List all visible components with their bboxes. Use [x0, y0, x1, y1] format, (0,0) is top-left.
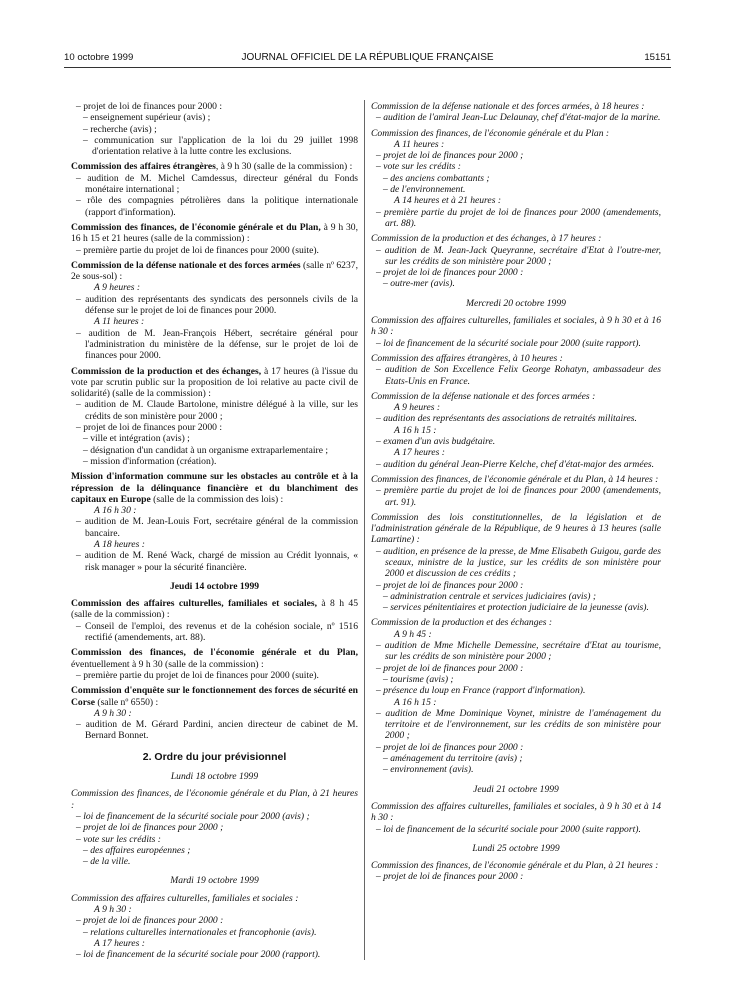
commission-heading: Commission de la défense nationale et des forces armées :: [371, 390, 596, 402]
time-label: A 9 heures :: [394, 402, 441, 414]
commission-heading: Commission des finances, de l'économie générale et du Plan :: [371, 127, 610, 139]
list-subitem: – de la ville.: [83, 856, 131, 868]
time-label: A 9 heures :: [94, 282, 141, 294]
page-number: 15151: [644, 52, 671, 63]
list-subitem: – enseignement supérieur (avis) ;: [83, 112, 211, 124]
list-item: – présence du loup en France (rapport d'information).: [376, 685, 586, 697]
list-item: – audition de M. Jean-Louis Fort, secrétaire général de la commission bancaire.: [76, 516, 358, 539]
commission-heading: Commission de la production et des échanges, à 17 heures (à l'issue du vote par scrutin public sur la proposition de loi relative au pacte civil de solidarité) (salle de la commission) :: [71, 365, 358, 400]
list-item: – audition de l'amiral Jean-Luc Delaunay, chef d'état-major de la marine.: [376, 112, 661, 124]
commission-affaires-culturelles: [71, 598, 358, 643]
list-subitem: – aménagement du territoire (avis) ;: [383, 753, 523, 765]
list-item: – examen d'un avis budgétaire.: [376, 436, 496, 448]
commission-heading: Commission des affaires étrangères, à 9 h 30 (salle de la commission) :: [71, 161, 353, 173]
commission-production: [71, 366, 358, 468]
list-subitem: – désignation d'un candidat à un organisme extraparlementaire ;: [83, 444, 329, 456]
commission-heading: Commission d'enquête sur le fonctionnement des forces de sécurité en Corse (salle nº 6550) :: [71, 685, 358, 708]
day-heading: Jeudi 21 octobre 1999: [473, 783, 559, 795]
commission-defense: [71, 260, 358, 362]
header-date: 10 octobre 1999: [64, 52, 134, 63]
time-label: A 17 heures :: [94, 937, 145, 949]
time-label: A 11 heures :: [394, 138, 445, 150]
list-item: – loi de financement de la sécurité sociale pour 2000 (suite rapport).: [376, 823, 641, 835]
list-subitem: – des anciens combattants ;: [383, 172, 490, 184]
list-subitem: – communication sur l'application de la loi du 29 juillet 1998 d'orientation relative à la lutte contre les exclusions.: [83, 134, 358, 158]
left-column: [71, 101, 358, 964]
list-item: – vote sur les crédits :: [76, 833, 161, 845]
list-item: – audition de M. Gérard Pardini, ancien directeur de cabinet de M. Bernard Bonnet.: [76, 719, 358, 742]
mardi-affaires-culturelles: [71, 893, 358, 961]
commission-heading: Commission des affaires culturelles, familiales et sociales, à 8 h 45 (salle de la commission) :: [71, 598, 358, 621]
list-item: – audition de M. Michel Camdessus, directeur général du Fonds monétaire international ;: [76, 172, 358, 196]
mercredi-finances: [371, 474, 661, 508]
list-subitem: – mission d'information (création).: [83, 455, 217, 467]
commission-heading: Commission de la production et des échanges :: [371, 617, 553, 629]
commission-heading: Commission des finances, de l'économie générale et du Plan, à 21 heures :: [371, 860, 659, 872]
list-item: – projet de loi de finances pour 2000 :: [376, 741, 524, 753]
right-column: [371, 101, 661, 887]
list-item: – audition de Son Excellence Felix George Rohatyn, ambassadeur des Etats-Unis en France.: [376, 364, 661, 387]
commission-affaires-etrangeres: [71, 161, 358, 217]
commission-heading: Commission de la défense nationale et des forces armées, à 18 heures :: [371, 101, 645, 112]
day-heading: Mercredi 20 octobre 1999: [466, 297, 566, 309]
list-item: – audition des représentants des associations de retraités militaires.: [376, 413, 637, 425]
list-item: – projet de loi de finances pour 2000 ;: [76, 822, 224, 834]
commission-heading: Commission des finances, de l'économie générale et du Plan, éventuellement à 9 h 30 (salle de la commission) :: [71, 647, 358, 670]
time-label: A 17 heures :: [394, 447, 445, 459]
intro-block: [71, 101, 358, 157]
page-header: [64, 52, 671, 68]
list-item: – première partie du projet de loi de finances pour 2000 (suite).: [76, 669, 319, 681]
list-item: – audition de Mme Michelle Demessine, secrétaire d'Etat au tourisme, sur les crédits de son ministère pour 2000 ;: [376, 640, 661, 663]
journal-title: JOURNAL OFFICIEL DE LA RÉPUBLIQUE FRANÇAISE: [241, 52, 494, 63]
lundi25-finances: [371, 860, 661, 883]
mercredi-defense: [371, 391, 661, 470]
list-item: – loi de financement de la sécurité sociale pour 2000 (avis) ;: [76, 810, 310, 822]
list-item: – loi de financement de la sécurité sociale pour 2000 (suite rapport).: [376, 337, 641, 349]
time-label: A 11 heures :: [94, 316, 145, 328]
commission-heading: Commission des finances, de l'économie générale et du Plan, à 14 heures :: [371, 473, 659, 485]
time-label: A 14 heures et à 21 heures :: [394, 195, 502, 207]
time-label: A 18 heures :: [94, 538, 145, 550]
commission-heading: Commission des affaires culturelles, familiales et sociales, à 9 h 30 et à 16 h 30 :: [371, 315, 661, 338]
list-subitem: – de l'environnement.: [383, 184, 466, 196]
mercredi-production: [371, 617, 661, 775]
day-heading: Jeudi 14 octobre 1999: [169, 580, 260, 592]
list-subitem: – des affaires européennes ;: [83, 844, 191, 856]
mercredi-affaires-etrangeres: [371, 353, 661, 387]
list-item: – projet de loi de finances pour 2000 :: [376, 579, 524, 591]
mercredi-affaires-culturelles: [371, 315, 661, 349]
list-item: – Conseil de l'emploi, des revenus et de la cohésion sociale, nº 1516 rectifié (amendements, art. 88).: [76, 620, 358, 644]
mission-information: [71, 471, 358, 573]
mardi-finances: [371, 128, 661, 230]
list-item: – projet de loi de finances pour 2000 :: [76, 422, 223, 434]
commission-heading: Commission de la production et des échanges, à 17 heures :: [371, 233, 602, 245]
list-item: – projet de loi de finances pour 2000 :: [376, 662, 524, 674]
commission-heading: Mission d'information commune sur les obstacles au contrôle et à la répression de la délinquance financière et du blanchiment des capitaux en Europe (salle de la commission des lois) :: [71, 471, 358, 505]
list-item: – audition de M. René Wack, chargé de mission au Crédit lyonnais, « risk manager » pour la sécurité financière.: [76, 550, 358, 573]
commission-heading: Commission des lois constitutionnelles, de la législation et de l'administration générale de la République, de 9 heures à 13 heures (salle Lamartine) :: [371, 511, 661, 546]
time-label: A 16 h 15 :: [394, 424, 437, 436]
list-item: – audition de M. Jean-François Hébert, secrétaire général pour l'administration du ministère de la défense, sur le projet de loi de finances pour 2000.: [76, 327, 358, 362]
list-item: – première partie du projet de loi de finances pour 2000 (amendements, art. 91).: [376, 485, 661, 508]
time-label: A 9 h 45 :: [394, 628, 432, 640]
time-label: A 16 h 15 :: [394, 696, 437, 708]
list-item: – audition de M. Jean-Jack Queyranne, secrétaire d'Etat à l'outre-mer, sur les crédits de son ministère pour 2000 ;: [376, 244, 661, 267]
commission-heading: Commission des affaires culturelles, familiales et sociales, à 9 h 30 et à 14 h 30 :: [371, 800, 661, 824]
section-title: 2. Ordre du jour prévisionnel: [142, 750, 287, 763]
commission-finances-2: [71, 647, 358, 681]
list-item: – première partie du projet de loi de finances pour 2000 (suite).: [76, 244, 319, 256]
day-heading: Lundi 25 octobre 1999: [472, 842, 560, 854]
time-label: A 16 h 30 :: [94, 505, 137, 517]
list-item: – projet de loi de finances pour 2000 :: [376, 871, 524, 883]
list-item: – audition des représentants des syndicats des personnels civils de la défense sur le projet de loi de finances pour 2000.: [76, 293, 358, 317]
jeudi-affaires-culturelles: [371, 801, 661, 835]
mercredi-lois: [371, 512, 661, 614]
commission-heading: Commission des affaires étrangères, à 10 heures :: [371, 352, 563, 364]
list-subitem: – relations culturelles internationales et francophonie (avis).: [83, 926, 317, 938]
column-divider: [364, 100, 365, 960]
commission-heading: Commission des affaires culturelles, familiales et sociales :: [71, 892, 299, 904]
list-item: – projet de loi de finances pour 2000 :: [76, 915, 224, 927]
list-item: – vote sur les crédits :: [376, 161, 461, 173]
mardi-defense: [371, 101, 661, 124]
commission-enquete: [71, 685, 358, 741]
commission-heading: Commission de la défense nationale et des forces armées (salle nº 6237, 2e sous-sol) :: [71, 259, 358, 283]
list-subitem: – outre-mer (avis).: [383, 278, 455, 290]
list-item: – audition du général Jean-Pierre Kelche, chef d'état-major des armées.: [376, 458, 654, 470]
list-subitem: – tourisme (avis) ;: [383, 673, 454, 685]
list-item: – projet de loi de finances pour 2000 :: [376, 267, 524, 279]
list-item: – première partie du projet de loi de finances pour 2000 (amendements, art. 88).: [376, 206, 661, 229]
list-subitem: – ville et intégration (avis) ;: [83, 433, 190, 445]
list-item: – projet de loi de finances pour 2000 ;: [376, 150, 524, 162]
list-item: – audition de Mme Dominique Voynet, ministre de l'aménagement du territoire et de l'environnement, sur les crédits de son ministère pour 2000 ;: [376, 707, 661, 742]
commission-heading: Commission des finances, de l'économie générale et du Plan, à 9 h 30, 16 h 15 et 21 heures (salle de la commission) :: [71, 221, 358, 245]
list-item: – audition, en présence de la presse, de Mme Elisabeth Guigou, garde des sceaux, ministre de la justice, sur les crédits de son ministère pour 2000 et discussion de ces crédits ;: [376, 545, 661, 580]
list-item: – loi de financement de la sécurité sociale pour 2000 (rapport).: [76, 949, 321, 961]
list-subitem: – services pénitentiaires et protection judiciaire de la jeunesse (avis).: [383, 602, 649, 614]
list-subitem: – recherche (avis) ;: [83, 123, 157, 135]
header-rule: [64, 67, 671, 68]
day-heading: Mardi 19 octobre 1999: [170, 875, 259, 887]
list-item: – audition de M. Claude Bartolone, ministre délégué à la ville, sur les crédits de son ministère pour 2000 ;: [76, 399, 358, 422]
time-label: A 9 h 30 :: [94, 904, 132, 915]
day-heading: Lundi 18 octobre 1999: [170, 771, 259, 783]
commission-finances: [71, 222, 358, 256]
list-subitem: – administration centrale et services judiciaires (avis) ;: [383, 590, 597, 602]
list-item: – projet de loi de finances pour 2000 :: [76, 101, 223, 112]
time-label: A 9 h 30 :: [94, 707, 132, 719]
lundi-finances: [71, 788, 358, 867]
commission-heading: Commission des finances, de l'économie générale et du Plan, à 21 heures :: [71, 788, 358, 811]
list-subitem: – environnement (avis).: [383, 764, 474, 776]
list-item: – rôle des compagnies pétrolières dans la politique internationale (rapport d'information).: [76, 195, 358, 218]
mardi-production: [371, 233, 661, 289]
